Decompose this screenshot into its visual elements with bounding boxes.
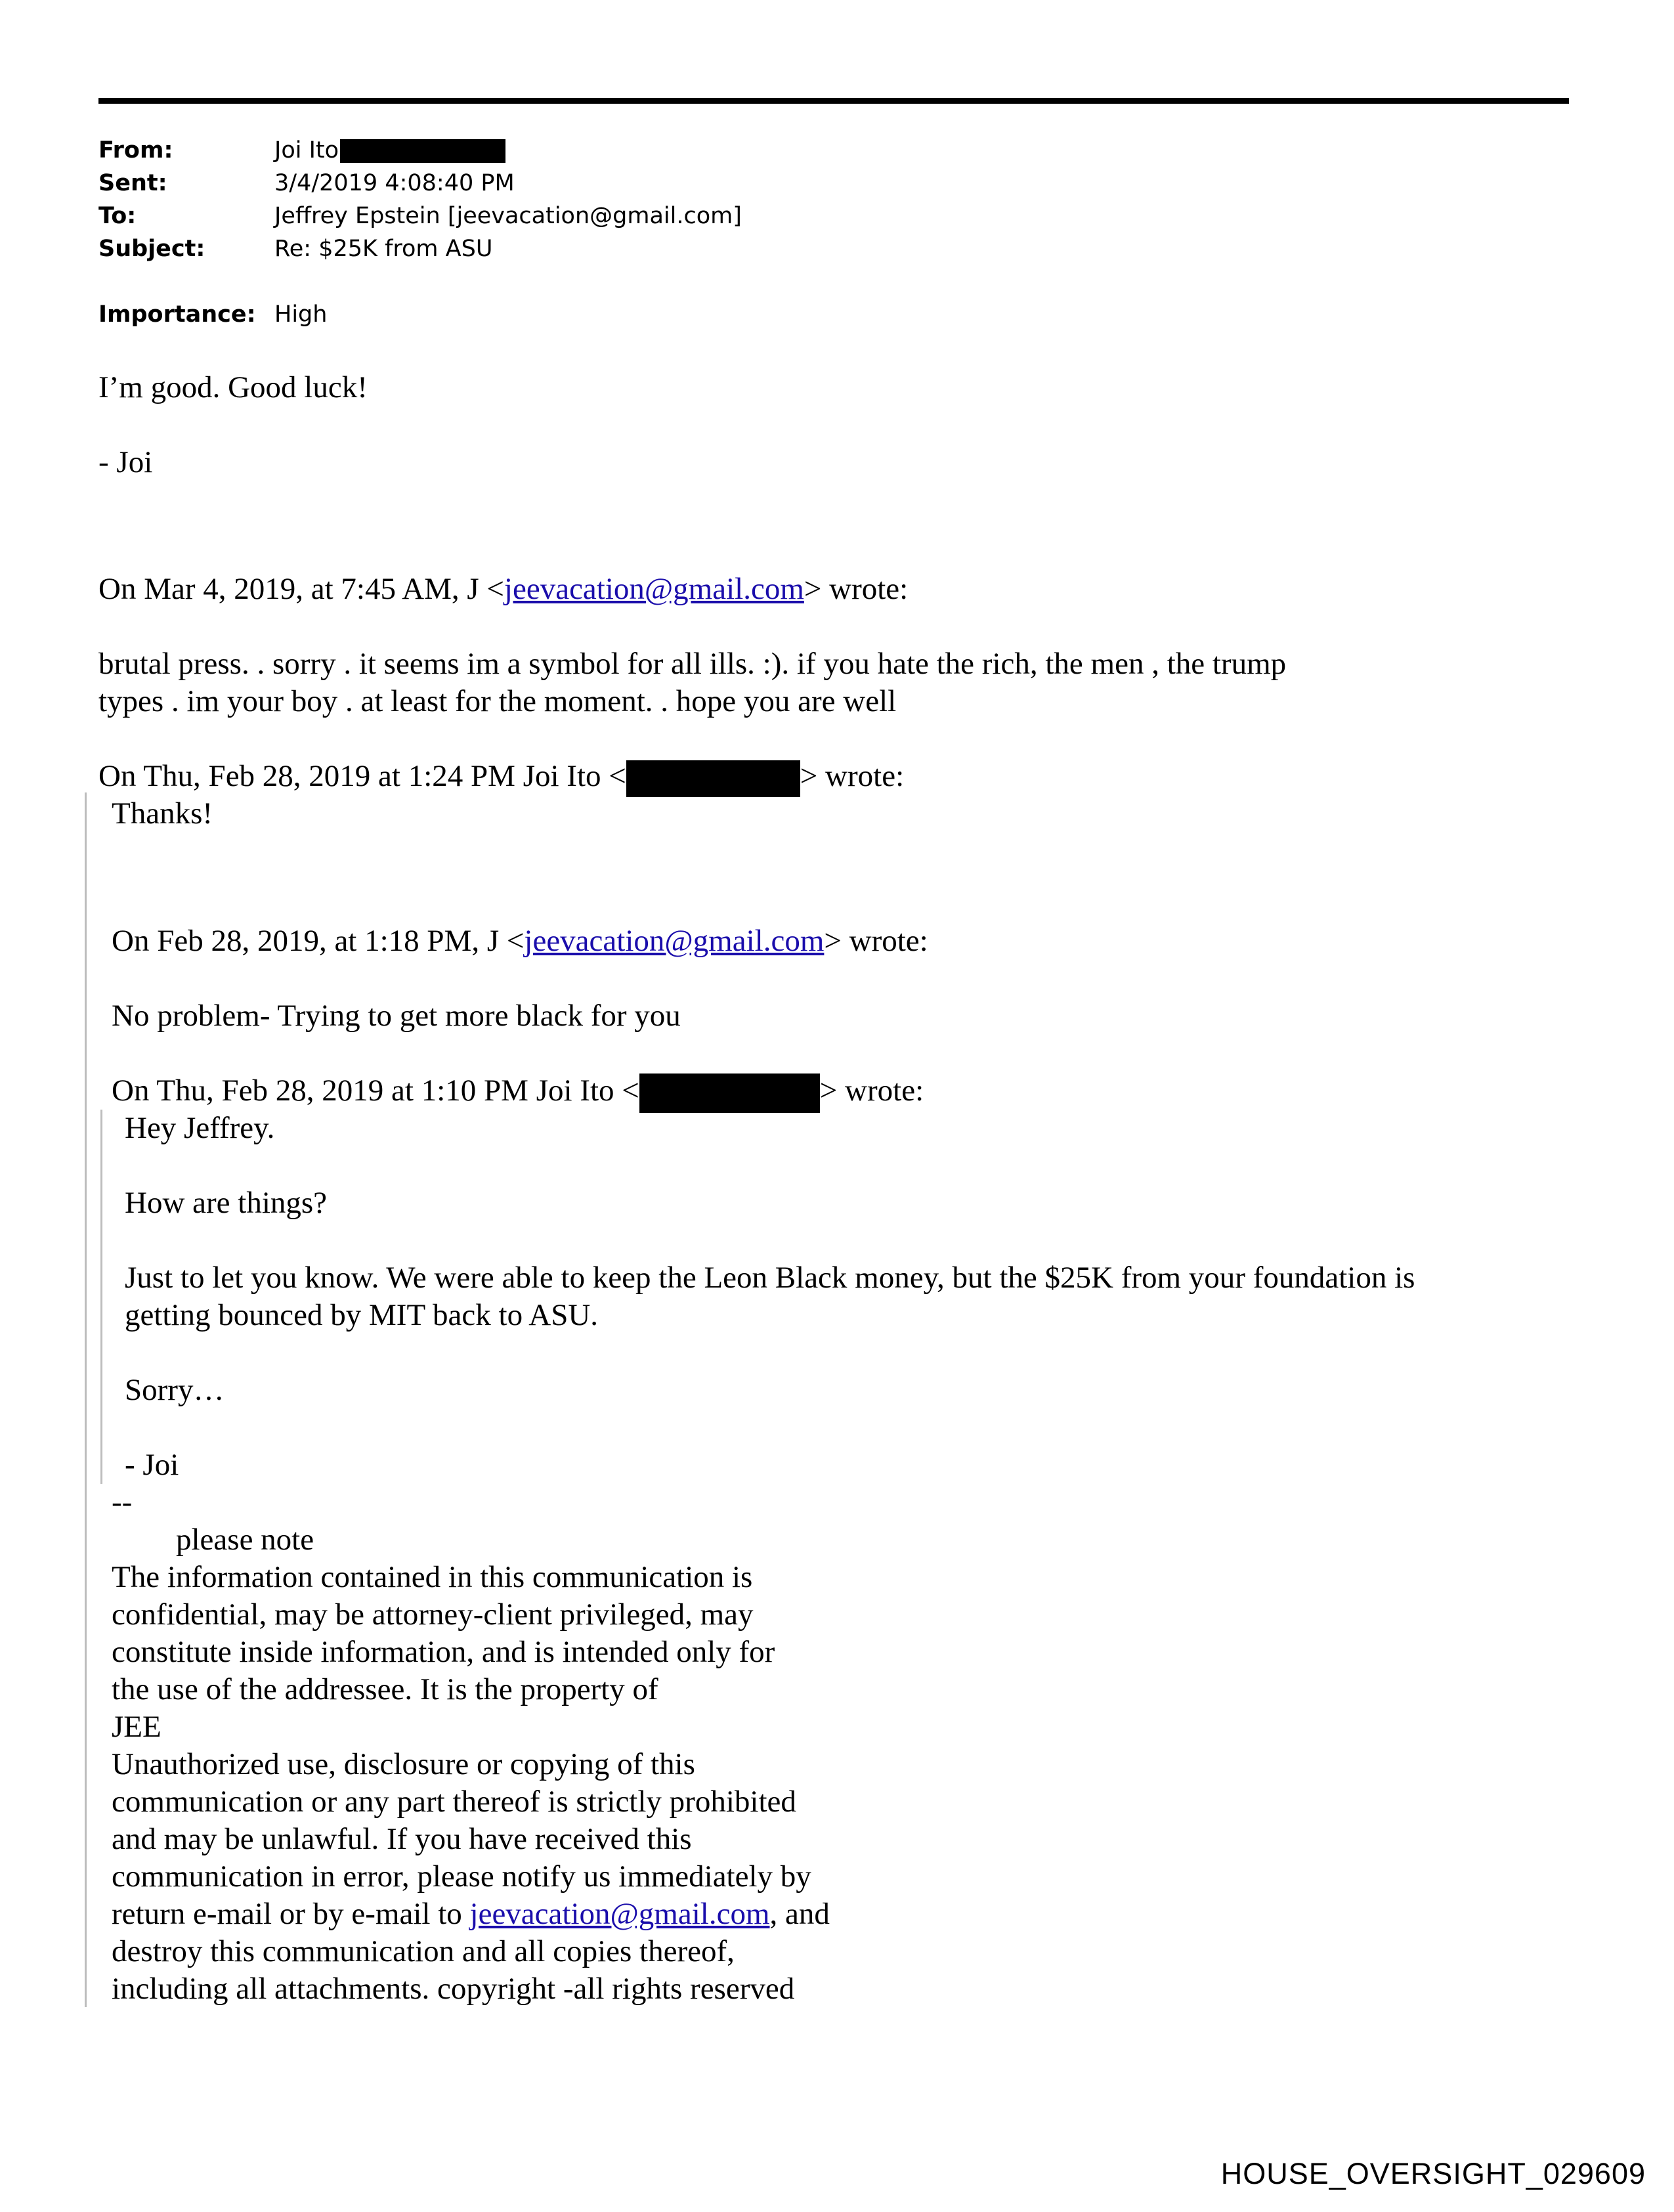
to-label: To: xyxy=(98,203,137,229)
from-label: From: xyxy=(98,137,173,163)
quote-bar-inner xyxy=(100,1110,102,1484)
from-value xyxy=(274,134,505,167)
disclaimer-line: communication or any part thereof is strictly prohibited xyxy=(112,1785,796,1819)
quote1-line-1: brutal press. . sorry . it seems im a symbol for all ills. :). if you hate the rich, the men , the trump xyxy=(98,647,1287,681)
disclaimer-line: communication in error, please notify us immediately by xyxy=(112,1859,811,1894)
quote4-attribution-text: On Thu, Feb 28, 2019 at 1:10 PM Joi Ito xyxy=(112,1073,614,1108)
email-header xyxy=(98,134,886,357)
importance-label: Importance: xyxy=(98,301,256,328)
quote3-line-1: No problem- Trying to get more black for you xyxy=(112,999,681,1033)
signature-separator: -- xyxy=(112,1485,133,1519)
disclaimer-line: JEE xyxy=(112,1710,161,1744)
quote4-line-1: Hey Jeffrey. xyxy=(125,1111,275,1145)
disclaimer-line: and may be unlawful. If you have received this xyxy=(112,1822,692,1856)
to-value: Jeffrey Epstein [jeevacation@gmail.com] xyxy=(274,203,742,229)
subject-value: Re: $25K from ASU xyxy=(274,236,493,262)
angle-bracket: < xyxy=(601,759,626,793)
quote1-attribution-text: On Mar 4, 2019, at 7:45 AM, J < xyxy=(98,572,504,606)
redaction-block xyxy=(626,760,800,797)
header-rule xyxy=(98,98,1569,104)
quote2-attribution xyxy=(98,758,904,797)
quote4-attribution-end: > wrote: xyxy=(819,1073,924,1108)
email-link[interactable]: jeevacation@gmail.com xyxy=(504,572,804,606)
disclaimer-line: The information contained in this communication is xyxy=(112,1560,753,1594)
disclaimer-line: Unauthorized use, disclosure or copying of this xyxy=(112,1747,695,1781)
disclaimer-line: including all attachments. copyright -all rights reserved xyxy=(112,1972,795,2006)
bates-number: HOUSE_OVERSIGHT_029609 xyxy=(1220,2157,1646,2190)
redaction-block xyxy=(340,139,505,163)
disclaimer-line: confidential, may be attorney-client privileged, may xyxy=(112,1597,754,1632)
email-link[interactable]: jeevacation@gmail.com xyxy=(524,924,825,958)
quote4-line-5: Sorry… xyxy=(125,1373,225,1407)
quote4-line-4: getting bounced by MIT back to ASU. xyxy=(125,1298,599,1332)
disclaimer-line: constitute inside information, and is intended only for xyxy=(112,1635,775,1669)
quote4-line-6: - Joi xyxy=(125,1448,179,1482)
return-text-end: , and xyxy=(769,1897,830,1931)
sent-label: Sent: xyxy=(98,170,167,196)
quote3-attribution-text: On Feb 28, 2019, at 1:18 PM, J < xyxy=(112,924,525,958)
body-line-1: I’m good. Good luck! xyxy=(98,370,368,404)
quote3-attribution xyxy=(112,922,928,960)
quote1-line-2: types . im your boy . at least for the moment. . hope you are well xyxy=(98,684,897,718)
quote4-line-2: How are things? xyxy=(125,1186,328,1220)
sent-value: 3/4/2019 4:08:40 PM xyxy=(274,170,515,196)
quote2-attribution-text: On Thu, Feb 28, 2019 at 1:24 PM Joi Ito xyxy=(98,759,601,793)
quote3-attribution-end: > wrote: xyxy=(824,924,928,958)
subject-label: Subject: xyxy=(98,236,205,262)
quote1-attribution xyxy=(98,571,908,608)
importance-value: High xyxy=(274,301,328,328)
return-text: return e-mail or by e-mail to xyxy=(112,1897,470,1931)
quote-bar-outer xyxy=(85,792,87,2007)
please-note: please note xyxy=(176,1523,314,1557)
quote2-line-1: Thanks! xyxy=(112,796,213,831)
quote4-line-3: Just to let you know. We were able to keep the Leon Black money, but the $25K from your foundation is xyxy=(125,1261,1415,1295)
disclaimer-line: the use of the addressee. It is the property of xyxy=(112,1672,658,1706)
from-name: Joi Ito xyxy=(274,137,339,163)
quote4-attribution xyxy=(112,1072,924,1113)
quote2-attribution-end: > wrote: xyxy=(800,759,905,793)
email-link[interactable]: jeevacation@gmail.com xyxy=(469,1897,770,1931)
redaction-block xyxy=(639,1073,820,1113)
body-signoff: - Joi xyxy=(98,445,153,479)
quote1-attribution-end: > wrote: xyxy=(804,572,909,606)
disclaimer-line: destroy this communication and all copies thereof, xyxy=(112,1934,735,1968)
angle-bracket: < xyxy=(614,1073,639,1108)
disclaimer-line-return xyxy=(112,1896,830,1933)
